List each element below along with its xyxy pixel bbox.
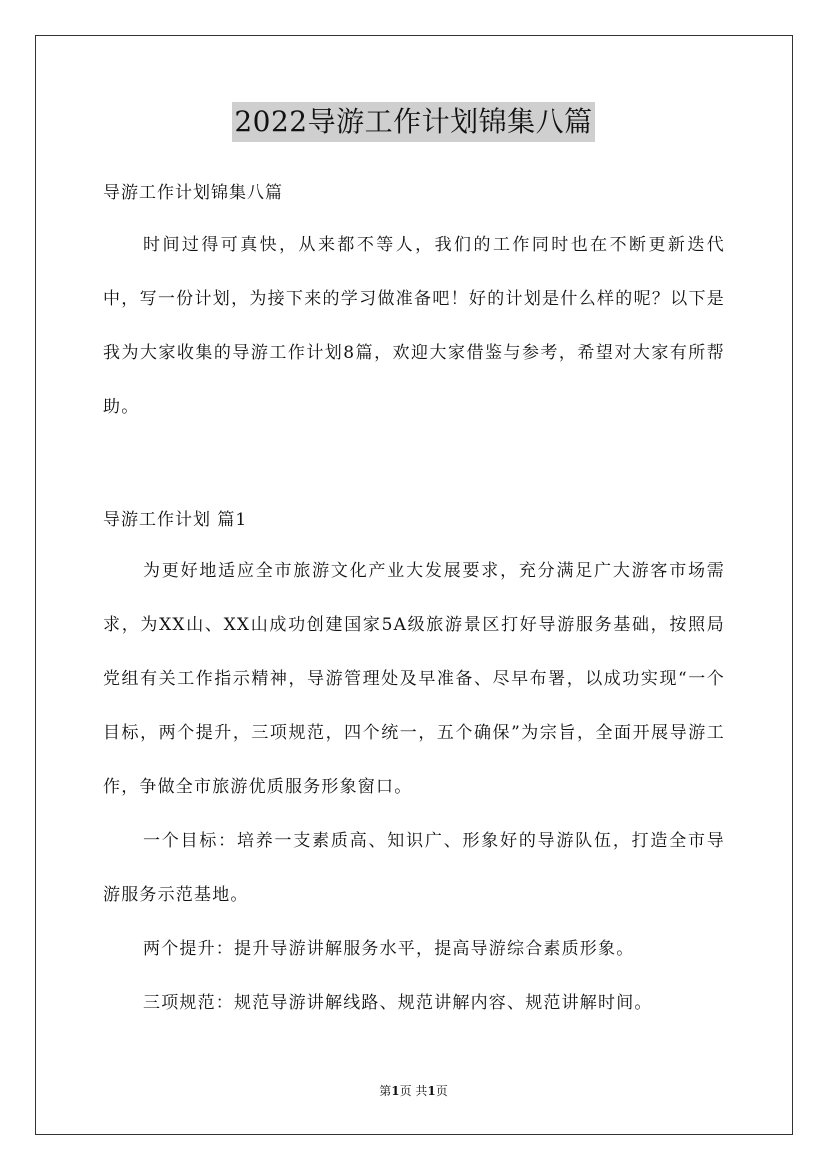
body-paragraph-2: 一个目标：培养一支素质高、知识广、形象好的导游队伍，打造全市导游服务示范基地。	[103, 831, 725, 905]
title-container	[0, 102, 827, 142]
page-total: 1	[427, 1084, 436, 1098]
body-paragraph-3: 两个提升：提升导游讲解服务水平，提高导游综合素质形象。	[143, 939, 635, 959]
intro-paragraph: 时间过得可真快，从来都不等人，我们的工作同时也在不断更新迭代中，写一份计划，为接下来的学习做准备吧！好的计划是什么样的呢？以下是我为大家收集的导游工作计划8篇，欢迎大家借鉴与参考，希望对大家有所帮助。	[103, 235, 725, 417]
document-subtitle: 导游工作计划锦集八篇	[103, 183, 283, 203]
page-suffix: 页	[435, 1084, 448, 1098]
document-title: 2022导游工作计划锦集八篇	[232, 102, 594, 142]
page-footer	[0, 1082, 827, 1100]
page-prefix: 第	[379, 1084, 392, 1098]
body-paragraph-1: 为更好地适应全市旅游文化产业大发展要求，充分满足广大游客市场需求，为XX山、XX山成功创建国家5A级旅游景区打好导游服务基础，按照局党组有关工作指示精神，导游管理处及早准备、尽早布署，以成功实现“一个目标，两个提升，三项规范，四个统一，五个确保”为宗旨，全面开展导游工作，争做全市旅游优质服务形象窗口。	[103, 561, 725, 797]
page-current: 1	[391, 1084, 400, 1098]
section-heading: 导游工作计划 篇1	[103, 510, 248, 530]
body-paragraph-4: 三项规范：规范导游讲解线路、规范讲解内容、规范讲解时间。	[143, 993, 653, 1013]
page-mid: 页 共	[399, 1084, 428, 1098]
